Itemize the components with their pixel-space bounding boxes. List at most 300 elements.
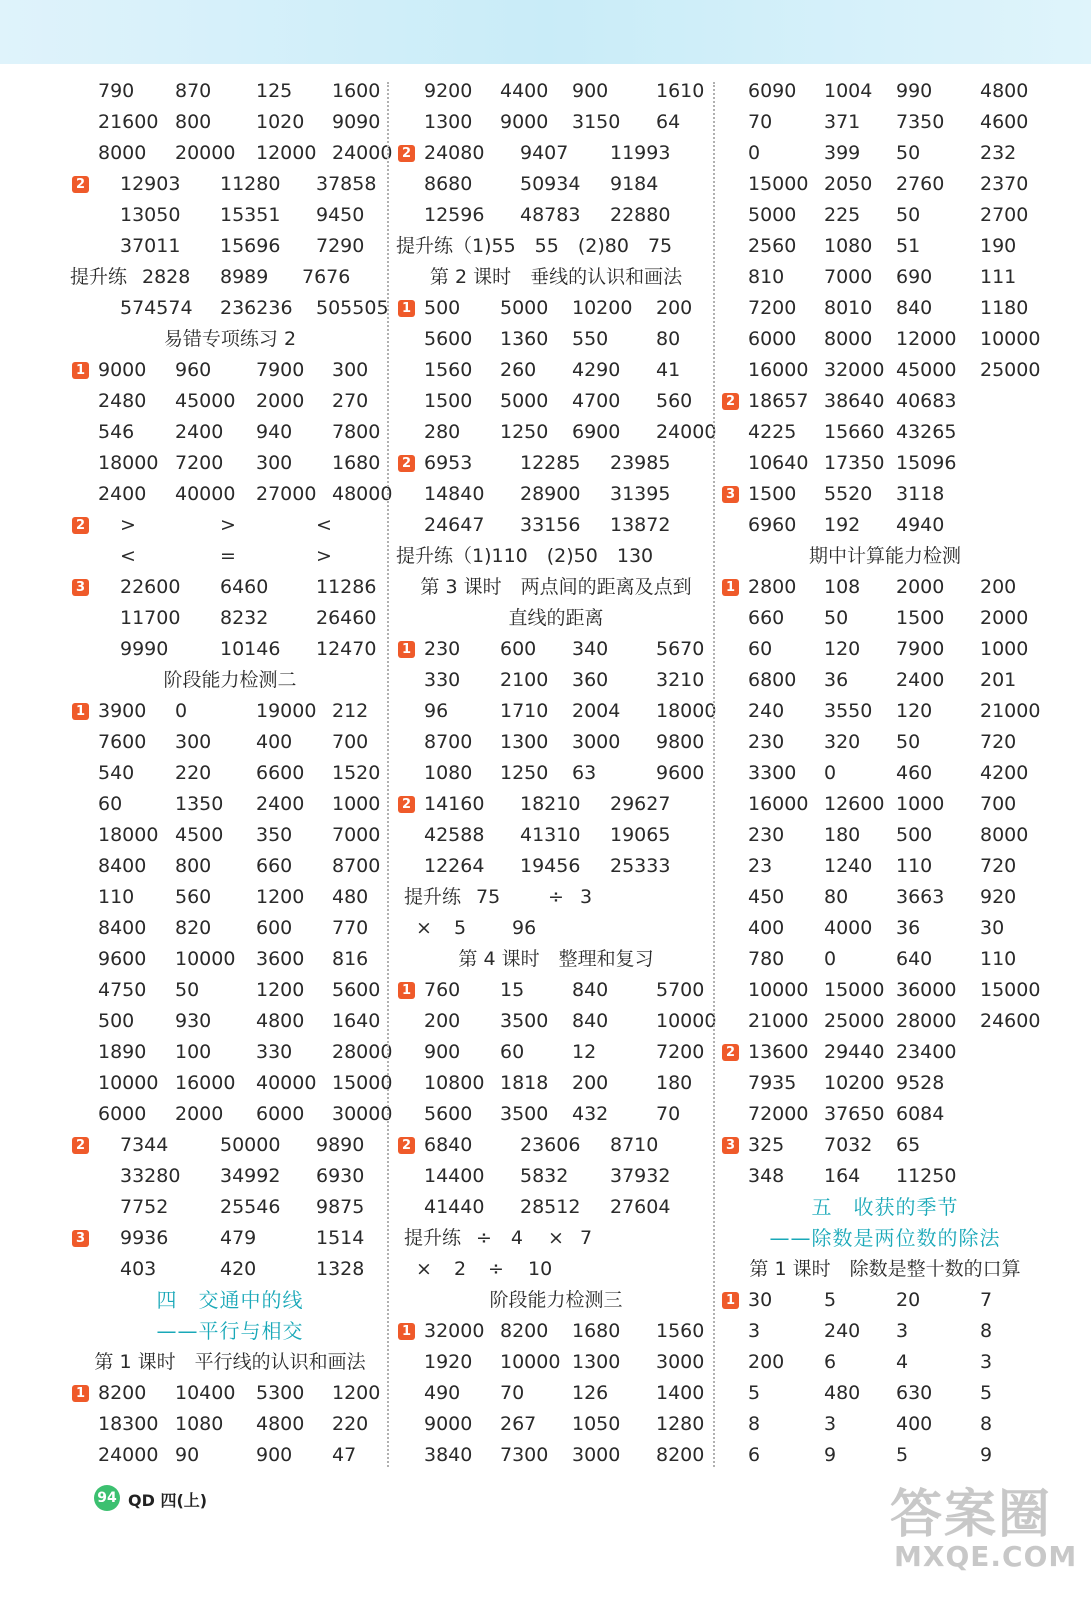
answer-row xyxy=(720,1130,1050,1161)
answer-value: 720 xyxy=(980,731,1017,753)
answer-value: 810 xyxy=(748,266,785,288)
answer-value: 3 xyxy=(580,886,593,908)
answer-value: 3900 xyxy=(98,700,147,722)
answer-value: 920 xyxy=(980,886,1017,908)
answer-value: 25546 xyxy=(220,1196,281,1218)
answer-value: > xyxy=(220,514,236,536)
answer-value: 37932 xyxy=(610,1165,671,1187)
answer-value: 190 xyxy=(980,235,1017,257)
answer-value: 30 xyxy=(748,1289,773,1311)
section-heading: 直线的距离 xyxy=(508,607,604,629)
answer-value: 7290 xyxy=(316,235,365,257)
answer-value: 1680 xyxy=(332,452,381,474)
answer-row xyxy=(396,975,716,1006)
answer-value: 10000 xyxy=(656,1010,717,1032)
answer-value: 10400 xyxy=(175,1382,236,1404)
answer-value: 10000 xyxy=(500,1351,561,1373)
answer-value: 9990 xyxy=(120,638,169,660)
answer-row xyxy=(720,1409,1050,1440)
answer-value: 1000 xyxy=(896,793,945,815)
answer-value: 260 xyxy=(500,359,537,381)
answer-value: 14160 xyxy=(424,793,485,815)
answer-value: 50 xyxy=(896,142,921,164)
question-number-badge: 1 xyxy=(722,1292,739,1309)
answer-value: 1080 xyxy=(824,235,873,257)
answer-value: 7752 xyxy=(120,1196,169,1218)
answer-value: 600 xyxy=(256,917,293,939)
answer-value: 200 xyxy=(424,1010,461,1032)
answer-row xyxy=(720,386,1050,417)
answer-value: 0 xyxy=(824,762,837,784)
answer-value: 560 xyxy=(656,390,693,412)
answer-value: 348 xyxy=(748,1165,785,1187)
answer-value: 12 xyxy=(572,1041,597,1063)
answer-value: 15 xyxy=(500,979,525,1001)
answer-value: 16000 xyxy=(748,359,809,381)
answer-value: 280 xyxy=(424,421,461,443)
answer-value: 660 xyxy=(256,855,293,877)
answer-column-2 xyxy=(396,76,716,1471)
answer-value: 1300 xyxy=(572,1351,621,1373)
answer-value: 3840 xyxy=(424,1444,473,1466)
answer-row xyxy=(70,1068,393,1099)
answer-value: 2400 xyxy=(256,793,305,815)
answer-value: 9000 xyxy=(98,359,147,381)
answer-value: 1710 xyxy=(500,700,549,722)
answer-value: 65 xyxy=(896,1134,921,1156)
answer-value: 320 xyxy=(824,731,861,753)
answer-row xyxy=(396,1037,716,1068)
answer-value: 12000 xyxy=(256,142,317,164)
top-decorative-band xyxy=(0,0,1091,64)
answer-value: 505505 xyxy=(316,297,389,319)
answer-value: 22880 xyxy=(610,204,671,226)
answer-value: 28900 xyxy=(520,483,581,505)
answer-value: 1890 xyxy=(98,1041,147,1063)
answer-value: 37011 xyxy=(120,235,181,257)
answer-row xyxy=(396,386,716,417)
answer-value: 180 xyxy=(824,824,861,846)
answer-value: 110 xyxy=(980,948,1017,970)
answer-row xyxy=(720,1161,1050,1192)
answer-value: 20000 xyxy=(175,142,236,164)
answer-value: 7000 xyxy=(824,266,873,288)
answer-value: 840 xyxy=(572,1010,609,1032)
answer-value: 37650 xyxy=(824,1103,885,1125)
answer-value: 480 xyxy=(332,886,369,908)
answer-value: 5832 xyxy=(520,1165,569,1187)
answer-value: 399 xyxy=(824,142,861,164)
answer-value: 23606 xyxy=(520,1134,581,1156)
section-heading: 第 2 课时 垂线的认识和画法 xyxy=(429,266,683,288)
answer-value: 10200 xyxy=(572,297,633,319)
answer-value: 960 xyxy=(175,359,212,381)
answer-value: 9936 xyxy=(120,1227,169,1249)
answer-value: 23985 xyxy=(610,452,671,474)
answer-row xyxy=(720,138,1050,169)
answer-value: 6600 xyxy=(256,762,305,784)
answer-value: 930 xyxy=(175,1010,212,1032)
answer-column-1 xyxy=(70,76,393,1471)
answer-row xyxy=(396,1130,716,1161)
answer-row xyxy=(720,448,1050,479)
question-number-badge: 2 xyxy=(72,1137,89,1154)
answer-value: 6800 xyxy=(748,669,797,691)
answer-row xyxy=(70,1378,390,1409)
answer-value: 15660 xyxy=(824,421,885,443)
answer-value: 14840 xyxy=(424,483,485,505)
answer-value: 3150 xyxy=(572,111,621,133)
answer-value: 403 xyxy=(120,1258,157,1280)
answer-value: 270 xyxy=(332,390,369,412)
answer-row xyxy=(70,1409,390,1440)
answer-value: 490 xyxy=(424,1382,461,1404)
answer-value: 12264 xyxy=(424,855,485,877)
answer-value: 30 xyxy=(980,917,1005,939)
answer-row xyxy=(396,324,716,355)
answer-value: 7200 xyxy=(175,452,224,474)
answer-value: 6960 xyxy=(748,514,797,536)
unit-heading: 四 交通中的线 xyxy=(156,1288,304,1312)
answer-value: 540 xyxy=(98,762,135,784)
answer-value: 14400 xyxy=(424,1165,485,1187)
answer-value: 125 xyxy=(256,80,293,102)
answer-value: 200 xyxy=(572,1072,609,1094)
answer-value: 780 xyxy=(748,948,785,970)
answer-value: < xyxy=(120,545,136,567)
answer-row xyxy=(720,479,1050,510)
answer-value: > xyxy=(120,514,136,536)
answer-row xyxy=(396,1440,716,1471)
answer-value: 8 xyxy=(980,1413,993,1435)
answer-row xyxy=(70,1440,390,1471)
answer-value: 13600 xyxy=(748,1041,809,1063)
answer-value: 110 xyxy=(98,886,135,908)
answer-value: 9184 xyxy=(610,173,659,195)
answer-value: 12596 xyxy=(424,204,485,226)
answer-row xyxy=(70,1099,393,1130)
answer-value: 6084 xyxy=(896,1103,945,1125)
answer-row xyxy=(720,851,1050,882)
question-number-badge: 1 xyxy=(722,579,739,596)
answer-row xyxy=(70,1254,390,1285)
answer-value: 460 xyxy=(896,762,933,784)
question-number-badge: 2 xyxy=(398,1137,415,1154)
answer-row xyxy=(720,107,1050,138)
answer-value: 11993 xyxy=(610,142,671,164)
answer-value: 25333 xyxy=(610,855,671,877)
answer-row xyxy=(396,820,716,851)
answer-value: 6 xyxy=(824,1351,837,1373)
answer-row xyxy=(720,293,1050,324)
answer-value: 4940 xyxy=(896,514,945,536)
answer-value: 33280 xyxy=(120,1165,181,1187)
answer-value: 100 xyxy=(175,1041,212,1063)
answer-value: 15696 xyxy=(220,235,281,257)
answer-value: 15000 xyxy=(824,979,885,1001)
answer-value: 18000 xyxy=(656,700,717,722)
column-divider xyxy=(387,82,389,1467)
answer-value: 1250 xyxy=(500,421,549,443)
answer-value: 11280 xyxy=(220,173,281,195)
answer-value: 29627 xyxy=(610,793,671,815)
answer-value: 200 xyxy=(748,1351,785,1373)
answer-value: 8700 xyxy=(424,731,473,753)
answer-value: 28000 xyxy=(332,1041,393,1063)
answer-value: 5 xyxy=(454,917,467,939)
answer-row xyxy=(720,789,1050,820)
answer-value: 267 xyxy=(500,1413,537,1435)
answer-value: 108 xyxy=(824,576,861,598)
answer-value: 32000 xyxy=(424,1320,485,1342)
answer-value: 4800 xyxy=(980,80,1029,102)
answer-value: 34992 xyxy=(220,1165,281,1187)
answer-row xyxy=(720,758,1050,789)
answer-row xyxy=(720,913,1050,944)
answer-value: 2560 xyxy=(748,235,797,257)
answer-row xyxy=(396,1223,716,1254)
answer-value: 10200 xyxy=(824,1072,885,1094)
answer-value: 9800 xyxy=(656,731,705,753)
answer-row xyxy=(70,138,393,169)
answer-value: 48000 xyxy=(332,483,393,505)
answer-value: 6000 xyxy=(748,328,797,350)
answer-value: 5600 xyxy=(332,979,381,1001)
answer-value: 5 xyxy=(824,1289,837,1311)
answer-value: 9000 xyxy=(500,111,549,133)
answer-row xyxy=(70,386,390,417)
answer-value: < xyxy=(316,514,332,536)
answer-value: 4600 xyxy=(980,111,1029,133)
answer-value: 38640 xyxy=(824,390,885,412)
answer-row xyxy=(70,1037,393,1068)
answer-row xyxy=(720,1285,1050,1316)
answer-value: 840 xyxy=(896,297,933,319)
answer-row xyxy=(396,200,716,231)
answer-value: 220 xyxy=(332,1413,369,1435)
answer-row xyxy=(396,107,716,138)
answer-value: 10146 xyxy=(220,638,281,660)
answer-value: 9 xyxy=(980,1444,993,1466)
answer-value: 8000 xyxy=(98,142,147,164)
answer-value: 8232 xyxy=(220,607,269,629)
answer-value: 21000 xyxy=(980,700,1041,722)
answer-value: 900 xyxy=(572,80,609,102)
answer-value: 10640 xyxy=(748,452,809,474)
answer-value: 1500 xyxy=(896,607,945,629)
answer-value: 3 xyxy=(748,1320,761,1342)
answer-value: 212 xyxy=(332,700,369,722)
answer-value: 3550 xyxy=(824,700,873,722)
question-number-badge: 1 xyxy=(72,703,89,720)
answer-row xyxy=(70,727,390,758)
answer-value: 17350 xyxy=(824,452,885,474)
answer-value: 30000 xyxy=(332,1103,393,1125)
answer-row xyxy=(70,572,390,603)
answer-value: 1004 xyxy=(824,80,873,102)
answer-value: 3210 xyxy=(656,669,705,691)
question-number-badge: 1 xyxy=(398,300,415,317)
answer-value: 4000 xyxy=(824,917,873,939)
answer-value: ÷ xyxy=(548,886,564,908)
answer-value: 230 xyxy=(424,638,461,660)
answer-value: 45000 xyxy=(175,390,236,412)
answer-value: 2828 xyxy=(142,266,191,288)
answer-value: 420 xyxy=(220,1258,257,1280)
answer-value: 1610 xyxy=(656,80,705,102)
answer-value: 16000 xyxy=(748,793,809,815)
answer-value: 9528 xyxy=(896,1072,945,1094)
answer-value: 19456 xyxy=(520,855,581,877)
answer-row xyxy=(70,107,390,138)
answer-row xyxy=(396,1347,716,1378)
answer-value: 325 xyxy=(748,1134,785,1156)
answer-value: 7 xyxy=(580,1227,593,1249)
answer-value: 660 xyxy=(748,607,785,629)
question-number-badge: 2 xyxy=(398,455,415,472)
answer-value: 23400 xyxy=(896,1041,957,1063)
answer-value: 1400 xyxy=(656,1382,705,1404)
answer-value: 8700 xyxy=(332,855,381,877)
answer-value: 479 xyxy=(220,1227,257,1249)
answer-value: 19065 xyxy=(610,824,671,846)
answer-row xyxy=(720,200,1050,231)
answer-value: 330 xyxy=(256,1041,293,1063)
answer-row xyxy=(720,324,1050,355)
answer-value: 48783 xyxy=(520,204,581,226)
answer-row xyxy=(70,634,390,665)
answer-value: 10000 xyxy=(748,979,809,1001)
answer-value: 1560 xyxy=(424,359,473,381)
answer-row xyxy=(396,355,716,386)
answer-value: 63 xyxy=(572,762,597,784)
answer-value: 36 xyxy=(824,669,849,691)
answer-value: 50000 xyxy=(220,1134,281,1156)
answer-row xyxy=(396,789,716,820)
answer-value: 770 xyxy=(332,917,369,939)
answer-value: 760 xyxy=(424,979,461,1001)
answer-value: 2000 xyxy=(175,1103,224,1125)
watermark-logo xyxy=(890,1472,1080,1592)
answer-value: 2370 xyxy=(980,173,1029,195)
answer-value: 560 xyxy=(175,886,212,908)
answer-value: 816 xyxy=(332,948,369,970)
answer-value: 41310 xyxy=(520,824,581,846)
question-number-badge: 2 xyxy=(72,176,89,193)
answer-value: 800 xyxy=(175,111,212,133)
question-number-badge: 1 xyxy=(398,982,415,999)
answer-value: 10800 xyxy=(424,1072,485,1094)
answer-row xyxy=(70,355,390,386)
extension-label: 提升练 xyxy=(404,1227,462,1249)
answer-value: 300 xyxy=(175,731,212,753)
answer-value: 37858 xyxy=(316,173,377,195)
answer-value: 800 xyxy=(175,855,212,877)
answer-value: 450 xyxy=(748,886,785,908)
watermark-text: 答案圈 xyxy=(890,1485,1053,1545)
answer-value: 9450 xyxy=(316,204,365,226)
answer-row xyxy=(70,789,390,820)
answer-value: 300 xyxy=(332,359,369,381)
answer-value: 400 xyxy=(256,731,293,753)
answer-value: 10000 xyxy=(98,1072,159,1094)
answer-value: 120 xyxy=(824,638,861,660)
answer-row xyxy=(396,479,716,510)
answer-value: 232 xyxy=(980,142,1017,164)
answer-value: 1818 xyxy=(500,1072,549,1094)
answer-row xyxy=(70,417,390,448)
answer-value: 15000 xyxy=(748,173,809,195)
answer-value: 18657 xyxy=(748,390,809,412)
section-heading: 第 1 课时 平行线的认识和画法 xyxy=(94,1351,366,1373)
answer-row xyxy=(720,727,1050,758)
answer-value: 7900 xyxy=(896,638,945,660)
answer-value: 3 xyxy=(824,1413,837,1435)
answer-value: 11286 xyxy=(316,576,377,598)
question-number-badge: 2 xyxy=(722,1044,739,1061)
answer-value: 10 xyxy=(528,1258,553,1280)
answer-value: 2000 xyxy=(896,576,945,598)
answer-value: 192 xyxy=(824,514,861,536)
answer-value: 900 xyxy=(256,1444,293,1466)
answer-value: 2700 xyxy=(980,204,1029,226)
answer-value: 60 xyxy=(500,1041,525,1063)
section-heading: 第 1 课时 除数是整十数的口算 xyxy=(749,1258,1021,1280)
answer-value: 60 xyxy=(748,638,773,660)
answer-value: 3 xyxy=(980,1351,993,1373)
question-number-badge: 3 xyxy=(72,1230,89,1247)
answer-value: 10000 xyxy=(175,948,236,970)
answer-value: 6000 xyxy=(98,1103,147,1125)
answer-value: 371 xyxy=(824,111,861,133)
answer-value: 1180 xyxy=(980,297,1029,319)
answer-row xyxy=(70,479,393,510)
answer-value: 7350 xyxy=(896,111,945,133)
answer-value: 240 xyxy=(824,1320,861,1342)
answer-value: 1300 xyxy=(424,111,473,133)
watermark-url: MXQE.COM xyxy=(894,1540,1078,1573)
question-number-badge: 1 xyxy=(72,1385,89,1402)
question-number-badge: 3 xyxy=(722,486,739,503)
answer-value: 2400 xyxy=(896,669,945,691)
answer-value: 12285 xyxy=(520,452,581,474)
answer-value: 1560 xyxy=(656,1320,705,1342)
answer-value: 33156 xyxy=(520,514,581,536)
question-number-badge: 3 xyxy=(722,1137,739,1154)
answer-value: 36000 xyxy=(896,979,957,1001)
answer-row xyxy=(396,448,716,479)
answer-value: 546 xyxy=(98,421,135,443)
answer-value: 70 xyxy=(656,1103,681,1125)
answer-row xyxy=(720,231,1050,262)
answer-value: 5600 xyxy=(424,1103,473,1125)
answer-row xyxy=(70,975,390,1006)
answer-row xyxy=(720,417,1050,448)
answer-value: 8989 xyxy=(220,266,269,288)
answer-row xyxy=(70,1192,390,1223)
answer-value: 19000 xyxy=(256,700,317,722)
answer-value: 50 xyxy=(824,607,849,629)
answer-value: 111 xyxy=(980,266,1017,288)
answer-value: 8000 xyxy=(980,824,1029,846)
answer-value: 80 xyxy=(656,328,681,350)
answer-value: 5520 xyxy=(824,483,873,505)
extension-label: 提升练 xyxy=(404,886,462,908)
book-label: QD 四(上) xyxy=(128,1491,208,1510)
answer-value: 200 xyxy=(656,297,693,319)
answer-value: 0 xyxy=(824,948,837,970)
answer-row xyxy=(70,913,390,944)
